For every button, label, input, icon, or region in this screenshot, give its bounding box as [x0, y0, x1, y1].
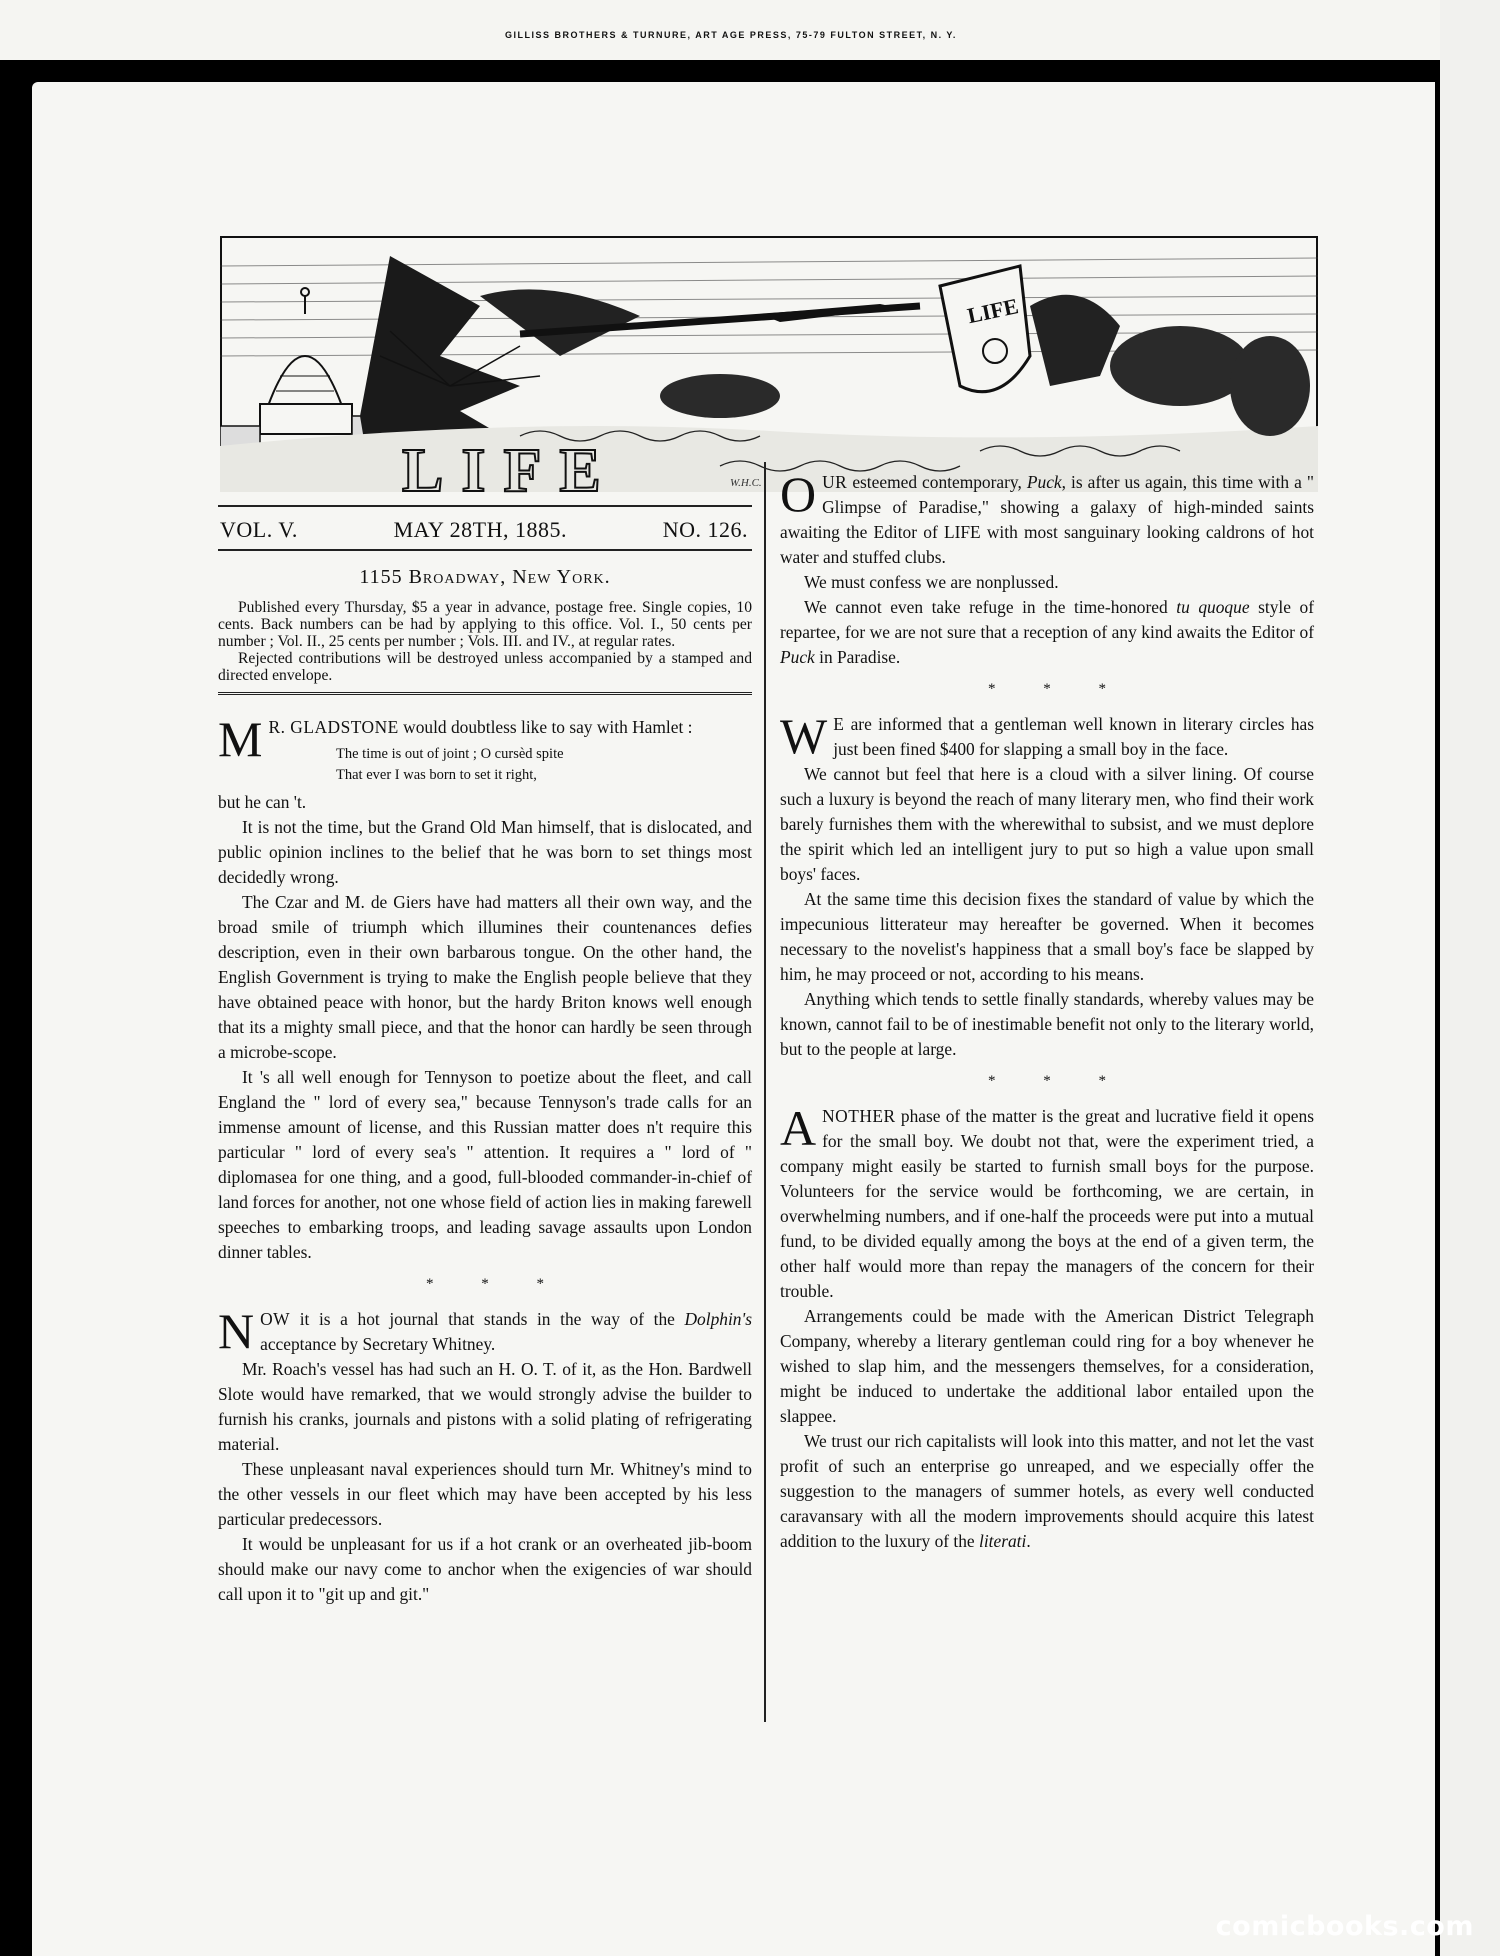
paragraph: We must confess we are nonplussed. [804, 572, 1059, 592]
right-column [780, 462, 1314, 1554]
issue-number: NO. 126. [662, 517, 748, 542]
paragraph: It 's all well enough for Tennyson to poetize about the fleet, and call England the " lord of every sea," because Tennyson's trade calls for an immense amount of license, and this Russian matter does n't require this particular " lord of every sea's " attention. It requires a " lord of " diplomasea for one thing, and a good, full-blooded commander-in-chief of land forces for another, not one whose field of action lies in making farewell speeches to embarking troops, and leading savage assaults upon London dinner tables. [218, 1067, 752, 1262]
puck-article [780, 466, 1315, 670]
left-column [218, 505, 752, 1607]
next-page-edge [1440, 0, 1500, 1956]
dropcap-a: A [780, 1100, 817, 1156]
paragraph: At the same time this decision fixes the standard of value by which the impecunious litterateur may hereafter be governed. When it becomes necessary to the novelist's happiness that a small boy's face be slapped by him, he may proceed or not, according to his means. [780, 889, 1314, 984]
gladstone-article [218, 711, 752, 1265]
dropcap-m: M [218, 711, 263, 767]
paragraph: We cannot but feel that here is a cloud with a silver lining. Of course such a luxury is beyond the reach of many literary men, who find their work barely furnishes them with the wherewithal to subsist, and we must deplore the spirit which led an intelligent jury to put so high a value upon small boys' faces. [780, 764, 1314, 884]
gladstone-lead: M R. GLADSTONE would doubtless like to say with Hamlet : [218, 711, 693, 767]
hamlet-verse: The time is out of joint ; O cursèd spite That ever I was born to set it right, [336, 746, 564, 783]
artist-signature: W.H.C. [730, 477, 762, 489]
section-separator: * * * [988, 681, 1106, 697]
paragraph: These unpleasant naval experiences should turn Mr. Whitney's mind to the other vessels in our fleet which may have been accepted by his less particular predecessors. [218, 1459, 752, 1529]
dolphin-article [218, 1303, 752, 1607]
shield-label: LIFE [965, 293, 1021, 329]
paragraph: It is not the time, but the Grand Old Man himself, that is dislocated, and public opinion inclines to the belief that he was born to set things most decidedly wrong. [218, 817, 752, 887]
small-boy-lead: W E are informed that a gentleman well known in literary circles has just been fined $400 for slapping a small boy in the face. [780, 708, 1314, 764]
paragraph: We cannot even take refuge in the time-honored tu quoque style of repartee, for we are not sure that a reception of any kind awaits the Editor of Puck in Paradise. [780, 597, 1315, 667]
column-rule [764, 462, 766, 1722]
puck-lead: OUR esteemed contemporary, Puck, is after us again, this time with a " Glimpse of Paradise," showing a galaxy of high-minded saints awaiting the Editor of LIFE with most sanguinary looking caldrons of hot water and stuffed clubs. [780, 466, 1314, 567]
dateline [218, 505, 752, 551]
paragraph: It would be unpleasant for us if a hot crank or an overheated jib-boom should make our navy come to anchor when the exigencies of war should call upon it to "git up and git." [218, 1534, 752, 1604]
paragraph: Anything which tends to settle finally standards, whereby values may be known, cannot fail to be of inestimable benefit not only to the literary world, but to the people at large. [780, 989, 1314, 1059]
volume-number: VOL. V. [220, 517, 298, 542]
another-phase-article [780, 1100, 1314, 1554]
subscription-notice: Published every Thursday, $5 a year in advance, postage free. Single copies, 10 cents. Back numbers can be had by applying to this office. Vol. I., 50 cents per number ; Vol. II., 25 cents per number ; Vols. III. and IV., at regular rates. [218, 599, 752, 650]
previous-page-edge [0, 0, 1462, 60]
dolphin-lead: NOW it is a hot journal that stands in the way of the Dolphin's acceptance by Secretary Whitney. [218, 1303, 752, 1359]
paragraph: The Czar and M. de Giers have had matters all their own way, and the broad smile of triumph which illumines their countenances defies description, even in their own barbarous tongue. On the other hand, the English Government is trying to make the English people believe that they have obtained peace with honor, but the hardy Briton knows well enough that its a mighty small piece, and that the honor can hardly be seen through a microbe-scope. [218, 892, 752, 1062]
dropcap-w: W [780, 708, 828, 764]
publisher-address: 1155 Broadway, New York. [359, 566, 611, 588]
issue-date: MAY 28TH, 1885. [393, 517, 567, 542]
masthead-drawing [220, 236, 1318, 492]
site-watermark: comicbooks.com [1215, 1911, 1474, 1942]
printer-imprint: GILLISS BROTHERS & TURNURE, ART AGE PRESS, 75-79 FULTON STREET, N. Y. [505, 30, 957, 40]
section-separator: * * * [988, 1073, 1106, 1089]
masthead-title: LIFE [402, 437, 619, 505]
contributions-notice: Rejected contributions will be destroyed unless accompanied by a stamped and directed envelope. [218, 650, 752, 684]
masthead-illustration [220, 236, 1318, 492]
another-lead: ANOTHER phase of the matter is the great and lucrative field it opens for the small boy. We doubt not that, were the experiment tried, a company might easily be started to furnish small boys for the purpose. Volunteers for the service would be forthcoming, we are certain, in overwhelming numbers, and if one-half the proceeds were put into a mutual fund, to be divided equally among the boys at the end of a given term, the other half would more than repay the managers of the concern for their trouble. [780, 1100, 1314, 1301]
paragraph: Mr. Roach's vessel has had such an H. O. T. of it, as the Hon. Bardwell Slote would have remarked, that we would strongly advise the builder to furnish his cranks, journals and pistons with a solid plating of refrigerating material. [218, 1359, 752, 1454]
section-separator: * * * [426, 1276, 544, 1292]
publication-notice [218, 599, 752, 695]
dropcap-n: N [218, 1303, 255, 1359]
paragraph: Arrangements could be made with the American District Telegraph Company, whereby a literary gentleman could ring for a boy whenever he wished to slap him, and the messengers themselves, for a consideration, might be induced to undertake the additional labor entailed upon the slappee. [780, 1306, 1314, 1426]
dropcap-o: O [780, 466, 817, 522]
paragraph: but he can 't. [218, 792, 307, 812]
paragraph: We trust our rich capitalists will look into this matter, and not let the vast profit of such an enterprise go unreaped, and we especially offer the suggestion to the managers of summer hotels, as every well conducted caravansary with all the modern improvements should acquire this latest addition to the luxury of the literati. [780, 1431, 1314, 1551]
small-boy-article [780, 708, 1314, 1062]
